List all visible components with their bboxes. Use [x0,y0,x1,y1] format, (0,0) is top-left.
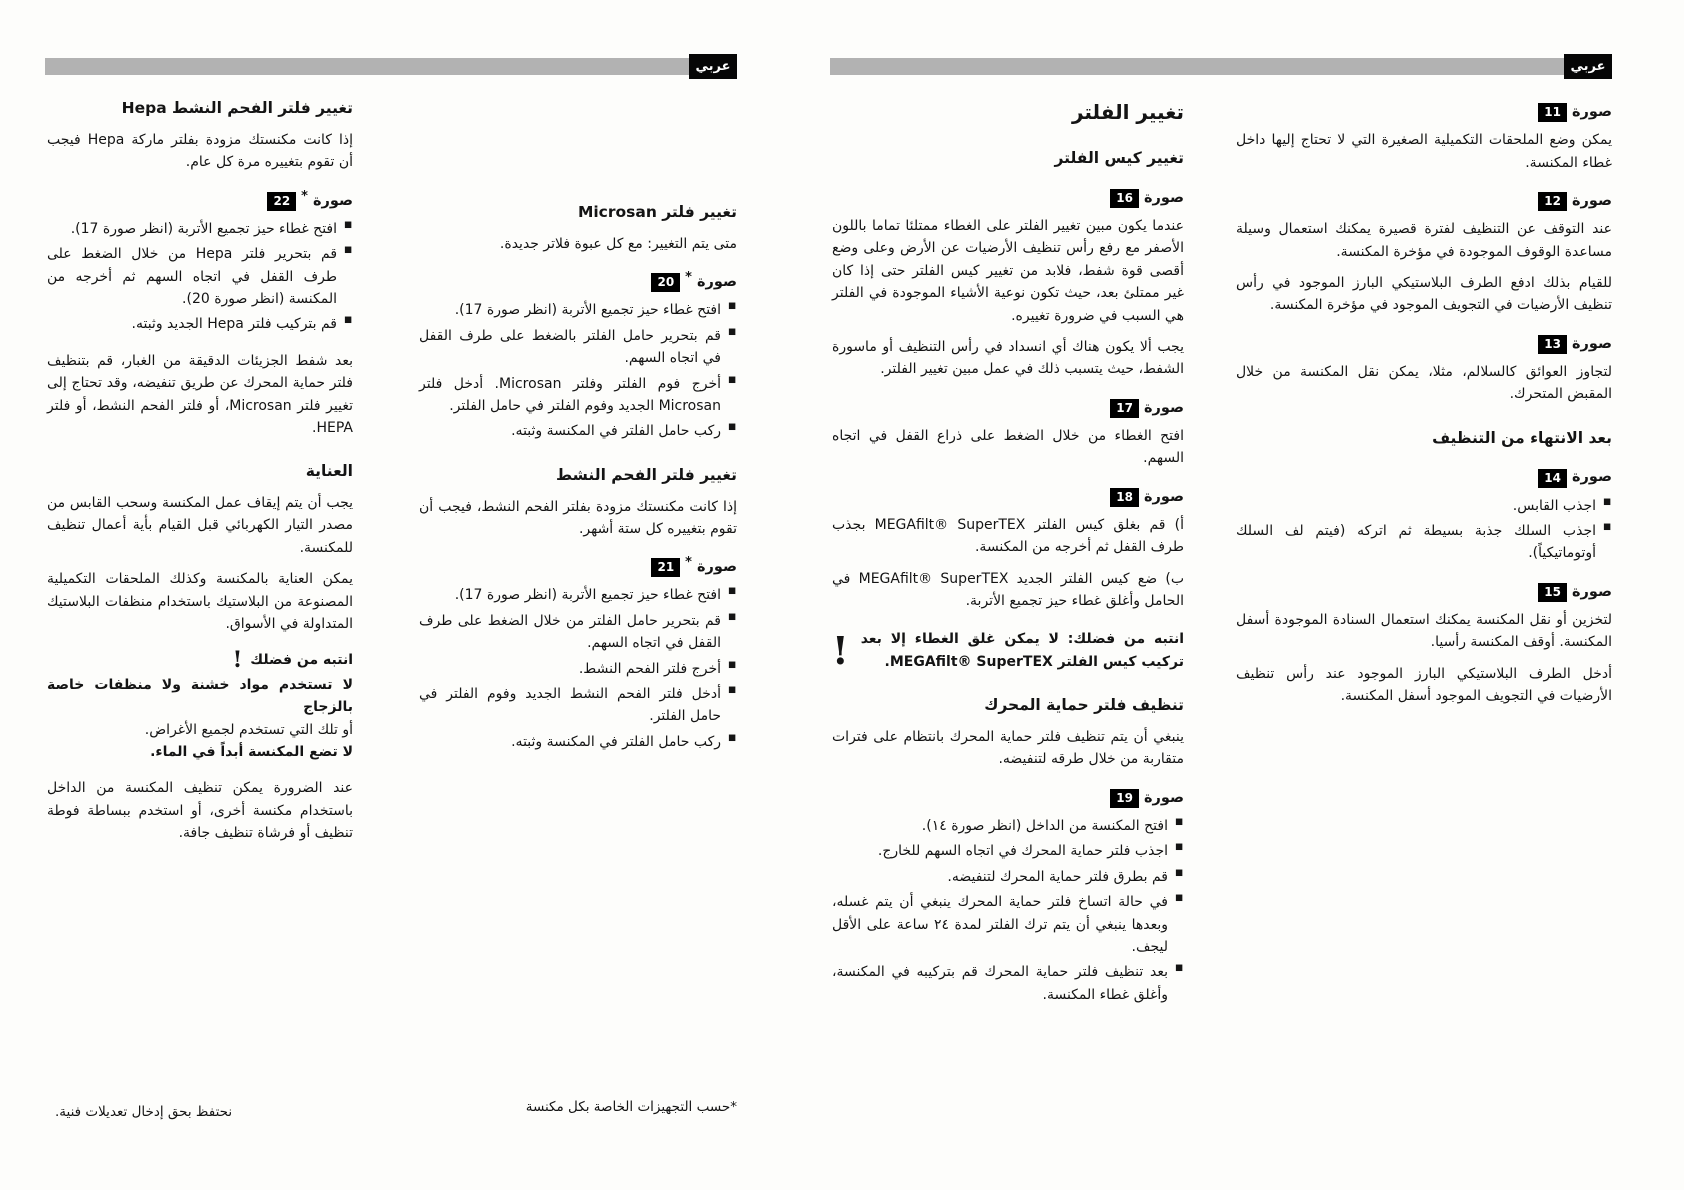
figure-asterisk: * [301,188,308,204]
figure-number-badge: 15 [1538,583,1567,602]
figure-asterisk: * [685,270,692,286]
list-item: ■ افتح غطاء حيز تجميع الأتربة (انظر صورة 17). [47,218,353,240]
right-language-tab [1564,54,1612,79]
figure-number-badge: 20 [651,273,680,292]
figure-number-badge: 13 [1538,335,1567,354]
section-heading-filter-bag: تغيير كيس الفلتر [1054,149,1184,167]
figure-number-badge: 12 [1538,192,1567,211]
hepa-intro-text: إذا كانت مكنستك مزودة بفلتر ماركة Hepa فيجب أن تقوم بتغييره مرة كل عام. [47,131,353,171]
figure-word: صورة [1143,789,1184,806]
list-item: ■ قم بتحرير فلتر Hepa من خلال الضغط على طرف القفل في اتجاه السهم ثم أخرجه من المكنسة (انظر صورة 20). [47,243,353,310]
left-page-column-right [419,200,737,759]
figure-15-text-2: أدخل الطرف البلاستيكي البارز الموجود عند رأس تنظيف الأرضيات في التجويف الموجود أسفل المكنسة. [1236,665,1612,705]
figure-number-badge: 14 [1538,469,1567,488]
figure-number-badge: 21 [651,558,680,577]
figure-16-caption [832,187,1184,210]
figure-word: صورة [1143,189,1184,206]
figure-number-badge: 16 [1110,189,1139,208]
right-language-label: عربي [1570,59,1606,74]
list-item: ■ اجذب السلك جذبة بسيطة ثم اتركه (فيتم لف السلك أوتوماتيكياً). [1236,520,1612,565]
list-item: ■ ركب حامل الفلتر في المكنسة وثبته. [419,420,737,442]
figure-word: صورة [696,274,737,291]
figure-number-badge: 22 [267,192,296,211]
list-item: ■ اجذب القابس. [1236,495,1612,517]
section-heading-microsan: تغيير فلتر Microsan [577,203,737,221]
figure-asterisk: * [685,555,692,571]
figure-18-step-a: أ) قم بغلق كيس الفلتر MEGAfilt® SuperTEX بجذب طرف القفل ثم أخرجه من المكنسة. [832,516,1184,556]
figure-word: صورة [1571,469,1612,486]
list-item: ■ بعد تنظيف فلتر حماية المحرك قم بتركيبه في المكنسة، وأغلق غطاء المكنسة. [832,961,1184,1006]
list-item: ■ افتح غطاء حيز تجميع الأتربة (انظر صورة 17). [419,299,737,321]
figure-17-caption [832,397,1184,420]
figure-word: صورة [312,192,353,209]
figure-21-caption [419,556,737,579]
figure-word: صورة [1571,192,1612,209]
figure-number-badge: 17 [1110,399,1139,418]
figure-12-text-2: للقيام بذلك ادفع الطرف البلاستيكي البارز الموجود في رأس تنظيف الأرضيات في التجويف الموجود في مؤخرة المكنسة. [1236,274,1612,314]
figure-section-21 [419,556,737,753]
figure-13-caption [1236,333,1612,356]
figure-number-badge: 19 [1110,789,1139,808]
care-text-1: يجب أن يتم إيقاف عمل المكنسة وسحب القابس من مصدر التيار الكهربائي قبل القيام بأية أعمال تنظيف للمكنسة. [47,495,353,556]
figure-12-caption [1236,190,1612,213]
warning-line-2: أو تلك التي تستخدم لجميع الأغراض. [144,721,353,738]
care-text-3: عند الضرورة يمكن تنظيف المكنسة من الداخل باستخدام مكنسة أخرى، أو استخدم ببساطة فوطة تنظيف أو فرشاة تنظيف جافة. [47,780,353,842]
motor-filter-intro-text: ينبغي أن يتم تنظيف فلتر حماية المحرك بانتظام على فترات متقاربة من خلال طرقه لتنفيضه. [832,729,1184,768]
figure-word: صورة [1571,104,1612,120]
figure-20-caption [419,271,737,294]
exclamation-icon: ! [232,646,243,673]
figure-section-15 [1236,581,1612,708]
figure-section-17 [832,397,1184,470]
list-item: ■ قم بتحرير حامل الفلتر بالضغط على طرف القفل في اتجاه السهم. [419,325,737,370]
list-item: ■ قم بطرق فلتر حماية المحرك لتنفيضه. [832,866,1184,888]
figure-number-badge: 11 [1538,103,1567,122]
list-item: ■ أخرج فلتر الفحم النشط. [419,658,737,680]
figure-word: صورة [1143,488,1184,505]
list-item: ■ قم بتركيب فلتر Hepa الجديد وثبته. [47,313,353,335]
figure-word: صورة [1143,399,1184,416]
list-item: ■ أدخل فلتر الفحم النشط الجديد وفوم الفلتر في حامل الفلتر. [419,683,737,728]
warning-line-1: لا تستخدم مواد خشنة ولا منظفات خاصة بالزجاج [47,676,353,716]
list-item: ■ افتح غطاء حيز تجميع الأتربة (انظر صورة 17). [419,584,737,606]
figure-15-text-1: لتخزين أو نقل المكنسة يمكنك استعمال السنادة الموجودة أسفل المكنسة. أوقف المكنسة رأسيا. [1236,612,1612,651]
figure-number-badge: 18 [1110,488,1139,507]
figure-section-14 [1236,466,1612,564]
list-item: ■ اجذب فلتر حماية المحرك في اتجاه السهم للخارج. [832,840,1184,862]
figure-section-19 [832,787,1184,1006]
figure-12-text-1: عند التوقف عن التنظيف لفترة قصيرة يمكنك استعمال وسيلة مساعدة الوقوف الموجودة في مؤخرة المكنسة. [1236,221,1612,260]
active-carbon-intro-text: إذا كانت مكنستك مزودة بفلتر الفحم النشط، فيجب أن تقوم بتغييره كل ستة أشهر. [419,498,737,537]
figure-13-text: لتجاوز العوائق كالسلالم، مثلا، يمكن نقل المكنسة من خلال المقبض المتحرك. [1236,363,1612,403]
figure-14-caption [1236,466,1612,489]
instruction-list [47,218,353,336]
figure-word: صورة [1571,335,1612,352]
warning-text: انتبه من فضلك: لا يمكن غلق الغطاء إلا بعد تركيب كيس الفلتر MEGAfilt® SuperTEX. [860,631,1184,670]
list-item: ■ قم بتحرير حامل الفلتر من خلال الضغط على طرف القفل في اتجاه السهم. [419,610,737,655]
instruction-list [419,299,737,442]
list-item: ■ أخرج فوم الفلتر وفلتر Microsan. أدخل فلتر Microsan الجديد وفوم الفلتر في حامل الفلتر. [419,373,737,418]
instruction-list [1236,495,1612,565]
figure-19-caption [832,787,1184,810]
care-text-2: يمكن العناية بالمكنسة وكذلك الملحقات التكميلية المصنوعة من البلاستيك باستخدام منظفات البلاستيك المتداولة في الأسواق. [47,571,353,633]
left-page-column-left [47,96,353,854]
right-page-column-left [832,96,1184,1012]
figure-section-20 [419,271,737,443]
figure-section-12 [1236,190,1612,317]
figure-11-caption [1236,101,1612,124]
list-item: ■ افتح المكنسة من الداخل (انظر صورة ١٤). [832,815,1184,837]
figure-section-16 [832,187,1184,381]
microsan-intro-text: متى يتم التغيير: مع كل عبوة فلاتر جديدة. [499,235,737,252]
left-language-label: عربي [695,59,731,74]
figure-17-text: افتح الغطاء من خلال الضغط على ذراع القفل في اتجاه السهم. [832,427,1184,467]
figure-15-caption [1236,581,1612,604]
instruction-list [419,584,737,753]
figure-word: صورة [1571,583,1612,600]
section-heading-hepa: تغيير فلتر الفحم النشط Hepa [121,99,353,117]
figure-18-caption [832,486,1184,509]
warning-close-cover [832,628,1184,673]
warning-title-row [47,646,353,673]
figure-section-13 [1236,333,1612,406]
warning-title: انتبه من فضلك [250,652,353,669]
figure-section-11 [1236,101,1612,174]
figure-section-22 [47,190,353,336]
section-heading-after-cleaning: بعد الانتهاء من التنظيف [1432,428,1612,447]
list-item: ■ ركب حامل الفلتر في المكنسة وثبته. [419,731,737,753]
fine-dust-note: بعد شفط الجزيئات الدقيقة من الغبار، قم بتنظيف فلتر حماية المحرك عن طريق تنفيضه، وقد تحتاج إلى تغيير فلتر Microsan، أو فلتر الفحم النشط، أو فلتر HEPA. [47,352,353,436]
left-page-header-bar [45,58,737,75]
warning-line-3: لا تضع المكنسة أبداً في الماء. [150,743,353,760]
right-page [830,96,1612,1012]
instruction-list [832,815,1184,1006]
section-heading-active-carbon: تغيير فلتر الفحم النشط [556,465,737,484]
technical-changes-note: نحتفظ بحق إدخال تعديلات فنية. [55,1104,233,1120]
figure-22-caption [47,190,353,213]
right-page-header-bar [830,58,1612,75]
figure-18-step-b: ب) ضع كيس الفلتر الجديد MEGAfilt® SuperTEX في الحامل وأغلق غطاء حيز تجميع الأتربة. [832,570,1185,610]
figure-word: صورة [696,559,737,576]
figure-16-text-1: عندما يكون مبين تغيير الفلتر على الغطاء ممتلئا تماما باللون الأصفر مع رفع رأس تنظيف الأرضيات عن الأرض وعلى وضع أقصى قوة شفط، فلابد من تغيير كيس الفلتر حتى إذا كان غير ممتلئ بعد، حيث تكون نوعية الأشياء الموجودة في الفلتر هي السبب في ضرورة تغييره. [832,217,1184,324]
list-item: ■ في حالة اتساخ فلتر حماية المحرك ينبغي أن يتم غسله، وبعدها ينبغي أن يتم ترك الفلتر لمدة ٢٤ ساعة على الأقل ليجف. [832,891,1184,958]
section-heading-care: العناية [305,462,353,481]
figure-section-18 [832,486,1184,613]
section-heading-motor-filter: تنظيف فلتر حماية المحرك [984,696,1184,715]
page-title-filter-change: تغيير الفلتر [1071,100,1184,124]
figure-16-text-2: يجب ألا يكون هناك أي انسداد في رأس التنظيف أو ماسورة الشفط، حيث يتسبب ذلك في عمل مبين تغيير الفلتر. [832,338,1184,378]
exclamation-icon: ! [832,627,849,673]
right-page-column-right [1236,101,1612,717]
left-language-tab [689,54,737,79]
left-page [45,96,737,854]
warning-cleaning-agents [47,646,353,763]
model-dependent-note: *حسب التجهيزات الخاصة بكل مكنسة [525,1099,737,1115]
figure-11-text: يمكن وضع الملحقات التكميلية الصغيرة التي لا تحتاج إليها داخل غطاء المكنسة. [1236,132,1612,171]
